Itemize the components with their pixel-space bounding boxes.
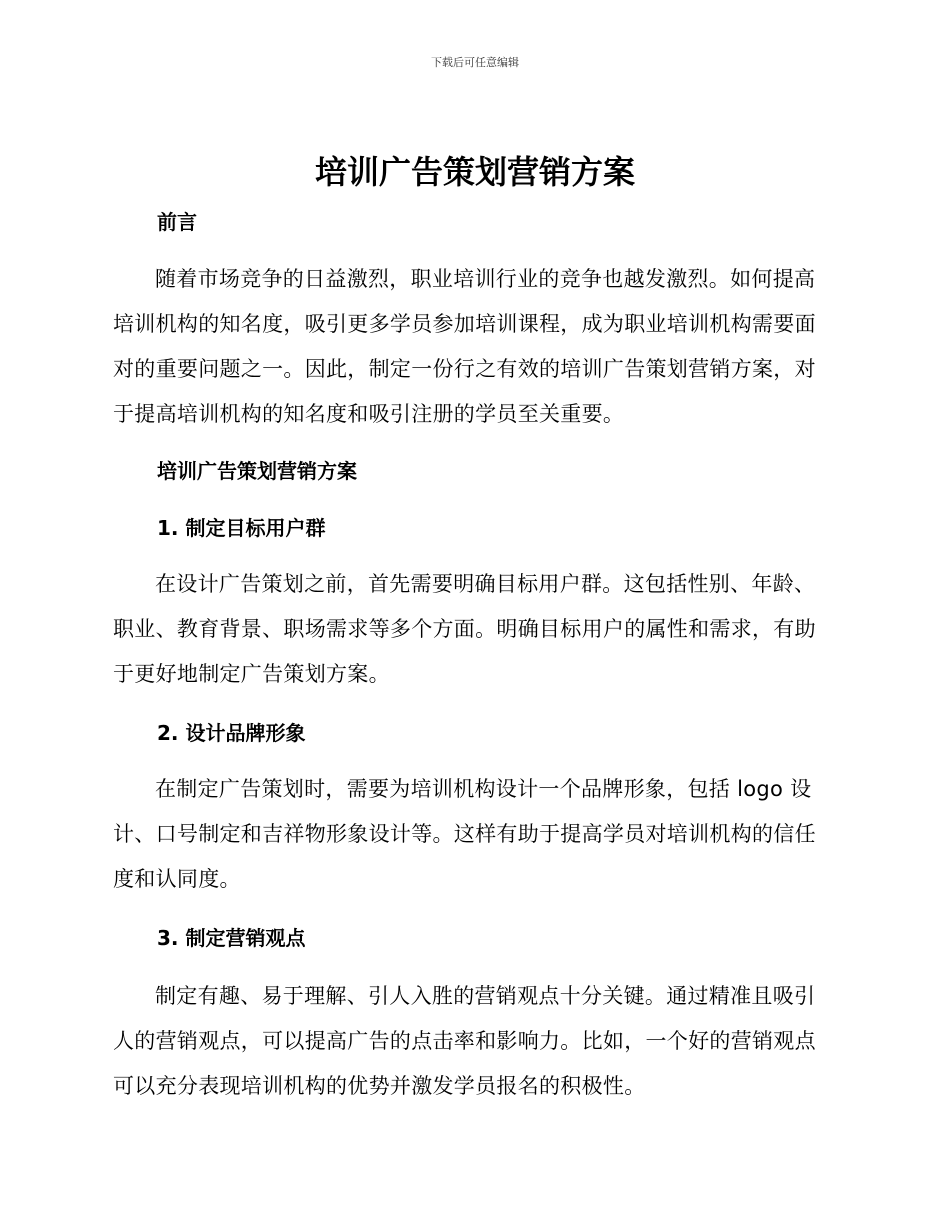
section-paragraph-target-users: 在设计广告策划之前，首先需要明确目标用户群。这包括性别、年龄、职业、教育背景、职场需求等多个方面。明确目标用户的属性和需求，有助于更好地制定广告策划方案。 [113, 572, 816, 686]
section-paragraph-preface: 随着市场竞争的日益激烈，职业培训行业的竞争也越发激烈。如何提高培训机构的知名度，吸引更多学员参加培训课程，成为职业培训机构需要面对的重要问题之一。因此，制定一份行之有效的培训广告策划营销方案，对于提高培训机构的知名度和吸引注册的学员至关重要。 [113, 267, 816, 426]
section-paragraph-marketing-viewpoint: 制定有趣、易于理解、引人入胜的营销观点十分关键。通过精准且吸引人的营销观点，可以提高广告的点击率和影响力。比如，一个好的营销观点可以充分表现培训机构的优势并激发学员报名的积极性。 [113, 984, 816, 1098]
section-heading-preface: 前言 [157, 210, 197, 234]
section-heading-marketing-viewpoint: 3. 制定营销观点 [157, 926, 306, 950]
section-heading-plan: 培训广告策划营销方案 [157, 459, 357, 483]
document-title: 培训广告策划营销方案 [314, 153, 635, 191]
section-paragraph-brand-image: 在制定广告策划时，需要为培训机构设计一个品牌形象，包括 logo 设计、口号制定和吉祥物形象设计等。这样有助于提高学员对培训机构的信任度和认同度。 [113, 777, 816, 891]
page-header-note: 下载后可任意编辑 [431, 56, 519, 69]
section-heading-target-users: 1. 制定目标用户群 [157, 516, 326, 540]
section-heading-brand-image: 2. 设计品牌形象 [157, 721, 306, 745]
